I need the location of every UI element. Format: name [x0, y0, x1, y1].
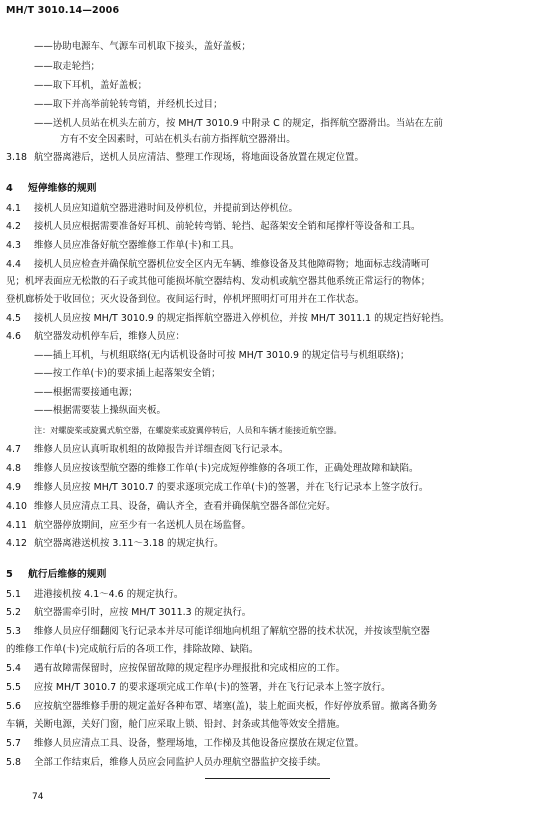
- clause-text: 维修人员应仔细翻阅飞行记录本并尽可能详细地向机组了解航空器的技术状况，并按该型航空器: [34, 626, 430, 637]
- clause-5-4: [6, 663, 345, 674]
- clause-number: 5.5: [6, 682, 22, 693]
- clause-number: 4.6: [6, 331, 22, 342]
- clause-4-2: [6, 221, 420, 232]
- section-number: 4: [6, 183, 13, 194]
- list-item: ——送机人员站在机头左前方，按 MH/T 3010.9 中附录 C 的规定，指挥航空器滑出。当站在左前: [34, 118, 443, 129]
- clause-text: 维修人员应按 MH/T 3010.7 的要求逐项完成工作单(卡)的签署，并在飞行记录本上签字放行。: [34, 482, 429, 493]
- clause-4-7: [6, 444, 288, 455]
- clause-3-18: [6, 152, 364, 163]
- list-item: ——根据需要接通电源；: [34, 387, 138, 398]
- clause-continuation: 的维修工作单(卡)完成航行后的各项工作，排除故障、缺陷。: [6, 644, 259, 655]
- clause-text: 应按 MH/T 3010.7 的要求逐项完成工作单(卡)的签署，并在飞行记录本上签字放行。: [34, 682, 391, 693]
- clause-continuation: 车辆，关断电源，关好门窗，舱门应采取上锁、铅封、封条或其他等效安全措施。: [6, 719, 346, 730]
- list-item: ——取走轮挡；: [34, 61, 100, 72]
- clause-4-11: [6, 520, 251, 531]
- clause-number: 4.7: [6, 444, 22, 455]
- clause-5-1: [6, 589, 183, 600]
- clause-number: 4.8: [6, 463, 22, 474]
- clause-text: 维修人员应清点工具、设备，确认齐全，查看并确保航空器各部位完好。: [34, 501, 336, 512]
- clause-text: 维修人员应认真听取机组的故障报告并详细查阅飞行记录本。: [34, 444, 289, 455]
- clause-number: 4.11: [6, 520, 28, 531]
- clause-text: 接机人员应知道航空器进港时间及停机位，并提前到达停机位。: [34, 203, 298, 214]
- list-item-continuation: 方有不安全因素时，可站在机头右前方指挥航空器滑出。: [60, 134, 296, 145]
- list-item: ——协助电源车、气源车司机取下接头，盖好盖板；: [34, 41, 251, 52]
- clause-5-2: [6, 607, 251, 618]
- list-item: ——根据需要装上操纵面夹板。: [34, 405, 166, 416]
- clause-text: 航空器离港后，送机人员应清洁、整理工作现场，将地面设备放置在规定位置。: [34, 152, 364, 163]
- clause-number: 4.10: [6, 501, 28, 512]
- clause-continuation: 登机廊桥处于收回位；灭火设备到位。夜间运行时，停机坪照明灯可用并在工作状态。: [6, 294, 365, 305]
- clause-5-8: [6, 757, 326, 768]
- clause-4-1: [6, 203, 298, 214]
- clause-number: 4.9: [6, 482, 22, 493]
- clause-4-10: [6, 501, 336, 512]
- clause-number: 5.8: [6, 757, 22, 768]
- clause-number: 4.3: [6, 240, 22, 251]
- clause-number: 4.2: [6, 221, 22, 232]
- clause-text: 接机人员应根据需要准备好耳机、前轮转弯销、轮挡、起落架安全销和尾撑杆等设备和工具。: [34, 221, 421, 232]
- clause-number: 5.1: [6, 589, 22, 600]
- clause-number: 5.3: [6, 626, 22, 637]
- clause-text: 维修人员应准备好航空器维修工作单(卡)和工具。: [34, 240, 240, 251]
- clause-4-8: [6, 463, 418, 474]
- clause-5-3: [6, 626, 430, 637]
- list-item: ——插上耳机，与机组联络(无内话机设备时可按 MH/T 3010.9 的规定信号与机组联络)；: [34, 350, 410, 361]
- clause-text: 应按航空器维修手册的规定盖好各种布罩、堵塞(盖)，装上舵面夹板，作好停放系留。撤离各勤务: [34, 701, 438, 712]
- clause-number: 4.5: [6, 313, 22, 324]
- section-title: 短停维修的规则: [28, 183, 97, 194]
- clause-number: 4.4: [6, 259, 22, 270]
- page-number: 74: [32, 792, 44, 802]
- footer-divider: [205, 778, 330, 779]
- clause-5-7: [6, 738, 364, 749]
- clause-text: 航空器发动机停车后，维修人员应：: [34, 331, 185, 342]
- section-title: 航行后维修的规则: [28, 569, 107, 580]
- clause-text: 航空器需牵引时，应按 MH/T 3011.3 的规定执行。: [34, 607, 252, 618]
- clause-4-12: [6, 538, 224, 549]
- clause-text: 维修人员应清点工具、设备，整理场地，工作梯及其他设备应摆放在规定位置。: [34, 738, 364, 749]
- list-item: ——按工作单(卡)的要求插上起落架安全销；: [34, 368, 221, 379]
- clause-4-3: [6, 240, 239, 251]
- list-item: ——取下并高举前轮转弯销，并经机长过目；: [34, 99, 223, 110]
- clause-text: 遇有故障需保留时，应按保留故障的规定程序办理报批和完成相应的工作。: [34, 663, 346, 674]
- clause-number: 5.7: [6, 738, 22, 749]
- clause-text: 接机人员应检查并确保航空器机位安全区内无车辆、维修设备及其他障碍物；地面标志线清晰可: [34, 259, 430, 270]
- section-4-heading: [6, 180, 97, 194]
- clause-text: 进港接机按 4.1～4.6 的规定执行。: [34, 589, 184, 600]
- section-5-heading: [6, 566, 106, 580]
- clause-4-6: [6, 331, 185, 342]
- clause-number: 5.6: [6, 701, 22, 712]
- clause-5-6: [6, 701, 437, 712]
- clause-text: 航空器停放期间，应至少有一名送机人员在场监督。: [34, 520, 251, 531]
- list-item: ——取下耳机，盖好盖板；: [34, 80, 148, 91]
- clause-text: 接机人员应按 MH/T 3010.9 的规定指挥航空器进入停机位，并按 MH/T 3011.1 的规定挡好轮挡。: [34, 313, 450, 324]
- clause-4-4: [6, 259, 430, 270]
- clause-text: 全部工作结束后，维修人员应会同监护人员办理航空器监护交接手续。: [34, 757, 327, 768]
- clause-4-9: [6, 482, 428, 493]
- standard-code-header: MH/T 3010.14—2006: [6, 5, 120, 16]
- section-number: 5: [6, 569, 13, 580]
- clause-text: 航空器离港送机按 3.11～3.18 的规定执行。: [34, 538, 224, 549]
- note: 注：对螺旋桨或旋翼式航空器，在螺旋桨或旋翼停转后，人员和车辆才能接近航空器。: [34, 425, 342, 435]
- clause-number: 5.2: [6, 607, 22, 618]
- clause-number: 4.1: [6, 203, 22, 214]
- clause-number: 4.12: [6, 538, 28, 549]
- clause-continuation: 见；机坪表面应无松散的石子或其他可能损坏航空器结构、发动机或航空器其他系统正常运行的物体；: [6, 276, 431, 287]
- clause-text: 维修人员应按该型航空器的维修工作单(卡)完成短停维修的各项工作，正确处理故障和缺陷。: [34, 463, 419, 474]
- clause-number: 5.4: [6, 663, 22, 674]
- clause-4-5: [6, 313, 450, 324]
- clause-number: 3.18: [6, 152, 28, 163]
- clause-5-5: [6, 682, 391, 693]
